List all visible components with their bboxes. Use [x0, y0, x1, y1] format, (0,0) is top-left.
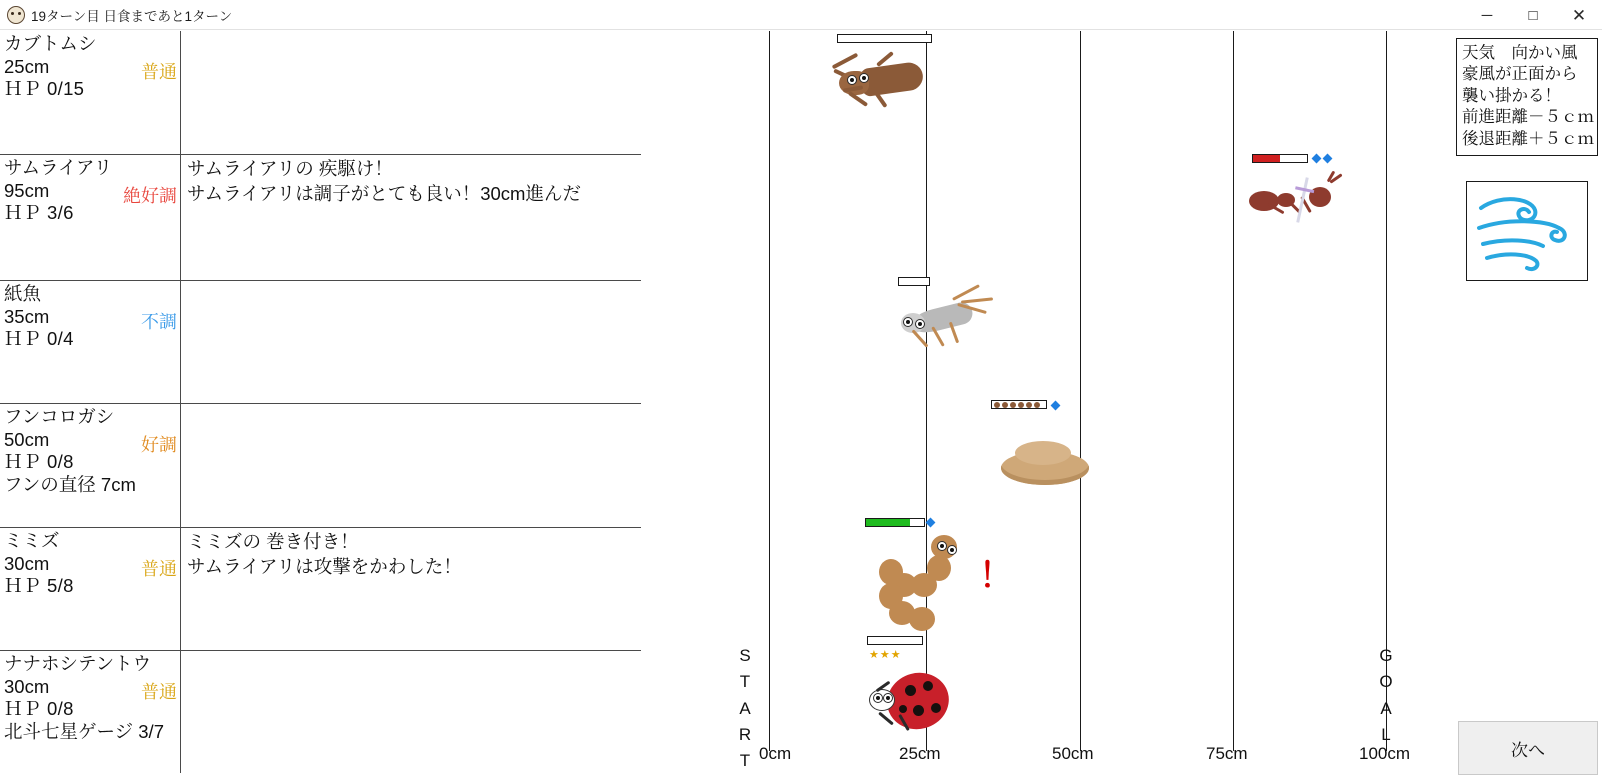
worm-eye — [947, 545, 957, 555]
goal-letter: G — [1379, 646, 1393, 665]
worm-health-bar — [865, 518, 925, 527]
insect-condition: 普通 — [141, 682, 177, 702]
axis-label-50cm: 50cm — [1052, 744, 1094, 763]
track-line-50cm — [1080, 31, 1081, 751]
sword-icon — [1296, 177, 1308, 223]
insect-extra-stat: フンの直径 7cm — [4, 473, 136, 495]
goal-letter: L — [1381, 725, 1391, 745]
samurai-ant-sprite — [1245, 173, 1345, 231]
insect-name: フンコロガシ — [4, 406, 115, 427]
ladybug-spot — [913, 705, 924, 716]
track-line-75cm — [1233, 31, 1234, 751]
silverfish-eye — [915, 319, 925, 329]
insect-stats — [0, 31, 181, 154]
insect-row — [0, 31, 641, 155]
worm-gem-icon — [926, 518, 936, 528]
track-line-0cm — [769, 31, 770, 751]
insect-condition: 普通 — [141, 62, 177, 82]
ladybug-sprite — [861, 661, 971, 741]
silverfish-health-bar — [898, 277, 930, 286]
app-icon — [7, 6, 25, 24]
log-line: サムライアリは調子がとても良い！30cm進んだ — [187, 182, 581, 204]
insect-extra-stat: 北斗七星ゲージ 3/7 — [4, 720, 164, 742]
insect-distance: 35cm — [4, 305, 50, 327]
insect-distance: 50cm — [4, 428, 50, 450]
insect-log — [181, 31, 641, 154]
insect-name: 紙魚 — [4, 283, 42, 304]
insect-hp: ＨＰ 0/8 — [4, 698, 74, 720]
insect-log — [181, 155, 641, 280]
track-line-25cm — [926, 31, 927, 751]
weather-desc-line: 豪風が正面から — [1462, 65, 1578, 84]
worm-sprite — [861, 531, 971, 641]
insect-condition: 不調 — [141, 312, 177, 332]
insect-hp: ＨＰ 0/15 — [4, 78, 85, 100]
goal-label — [1378, 643, 1394, 748]
weather-desc-line: 襲い掛かる！ — [1462, 86, 1561, 105]
beetle-sprite — [831, 51, 941, 121]
log-line: サムライアリの 疾駆け！ — [187, 158, 393, 179]
silverfish-sprite — [899, 287, 999, 371]
worm-eye — [937, 541, 947, 551]
weather-effect-line: 後退距離＋５ｃｍ — [1462, 129, 1594, 148]
window-controls — [1464, 0, 1602, 30]
start-letter: T — [739, 672, 751, 692]
beetle-horn-icon — [832, 53, 859, 70]
log-line: サムライアリは攻撃をかわした！ — [187, 555, 462, 577]
window-title: 19ターン目 日食まであと1ターン — [31, 8, 233, 24]
start-letter: S — [739, 646, 751, 665]
goal-letter: O — [1379, 672, 1393, 692]
close-button[interactable]: ✕ — [1571, 5, 1587, 25]
insect-row — [0, 281, 641, 404]
ladybug-spot — [905, 685, 916, 696]
dungbeetle-dots — [993, 402, 1045, 410]
insect-hp: ＨＰ 3/6 — [4, 202, 74, 224]
weather-effect-line: 前進距離－５ｃｍ — [1462, 108, 1594, 127]
beetle-body — [859, 61, 924, 97]
ladybug-eye — [883, 693, 893, 703]
insect-stats — [0, 651, 181, 773]
title-bar — [0, 0, 1602, 30]
worm-segment — [879, 559, 903, 585]
beetle-health-bar — [837, 34, 932, 43]
star-gauge: ★★★ — [869, 649, 902, 661]
start-letter: A — [739, 698, 751, 718]
axis-label-75cm: 75cm — [1206, 744, 1248, 763]
insect-name: サムライアリ — [4, 157, 113, 178]
ant-gem-icon — [1312, 154, 1322, 164]
insect-stats — [0, 528, 181, 650]
insect-distance: 30cm — [4, 552, 50, 574]
insect-row — [0, 651, 641, 773]
insect-name: カブトムシ — [4, 33, 97, 54]
insect-hp: ＨＰ 5/8 — [4, 575, 74, 597]
insect-condition: 絶好調 — [123, 186, 177, 206]
ladybug-spot — [931, 703, 941, 713]
maximize-button[interactable]: □ — [1528, 6, 1538, 24]
dung-ball — [1001, 451, 1089, 485]
wind-icon — [1473, 188, 1581, 274]
ant-gem-icon — [1323, 154, 1333, 164]
ladybug-eye — [873, 693, 883, 703]
insect-row — [0, 404, 641, 528]
start-label — [737, 643, 753, 775]
insect-distance: 95cm — [4, 179, 50, 201]
insect-stats — [0, 155, 181, 280]
silverfish-eye — [903, 317, 913, 327]
insect-hp: ＨＰ 0/8 — [4, 451, 74, 473]
insect-log — [181, 651, 641, 773]
worm-segment — [909, 607, 935, 631]
ladybug-health-bar — [867, 636, 923, 645]
insect-row — [0, 155, 641, 281]
insect-log — [181, 528, 641, 650]
insect-stats — [0, 404, 181, 527]
axis-label-100cm: 100cm — [1359, 744, 1411, 763]
minimize-button[interactable]: ─ — [1481, 6, 1493, 24]
insect-distance: 30cm — [4, 675, 50, 697]
ant-health-bar — [1252, 154, 1308, 163]
wind-icon-box — [1466, 181, 1588, 281]
axis-label-0cm: 0cm — [759, 744, 792, 763]
insect-distance: 25cm — [4, 55, 50, 77]
weather-panel — [1452, 31, 1602, 783]
weather-title: 天気 向かい風 — [1462, 44, 1578, 62]
insect-condition: 好調 — [141, 435, 177, 455]
insect-log — [181, 404, 641, 527]
insect-status-panel — [0, 31, 641, 783]
exclamation-mark: ！ — [979, 557, 1013, 595]
ladybug-spot — [923, 681, 933, 691]
beetle-eye — [847, 75, 857, 85]
next-button[interactable]: 次へ — [1458, 721, 1598, 775]
weather-info-box — [1456, 38, 1598, 156]
insect-name: ミミズ — [4, 530, 60, 551]
log-line: ミミズの 巻き付き！ — [187, 531, 359, 552]
start-letter: T — [739, 751, 751, 771]
insect-condition: 普通 — [141, 559, 177, 579]
insect-hp: ＨＰ 0/4 — [4, 328, 74, 350]
insect-name: ナナホシテントウ — [4, 653, 152, 674]
start-letter: R — [738, 725, 752, 745]
silverfish-antenna — [961, 297, 993, 303]
goal-letter: A — [1380, 698, 1392, 718]
beetle-eye — [859, 73, 869, 83]
insect-stats — [0, 281, 181, 403]
insect-row — [0, 528, 641, 651]
insect-log — [181, 281, 641, 403]
ladybug-spot — [899, 705, 907, 713]
axis-label-25cm: 25cm — [899, 744, 941, 763]
race-field — [641, 31, 1452, 783]
dungbeetle-gem-icon — [1051, 401, 1061, 411]
